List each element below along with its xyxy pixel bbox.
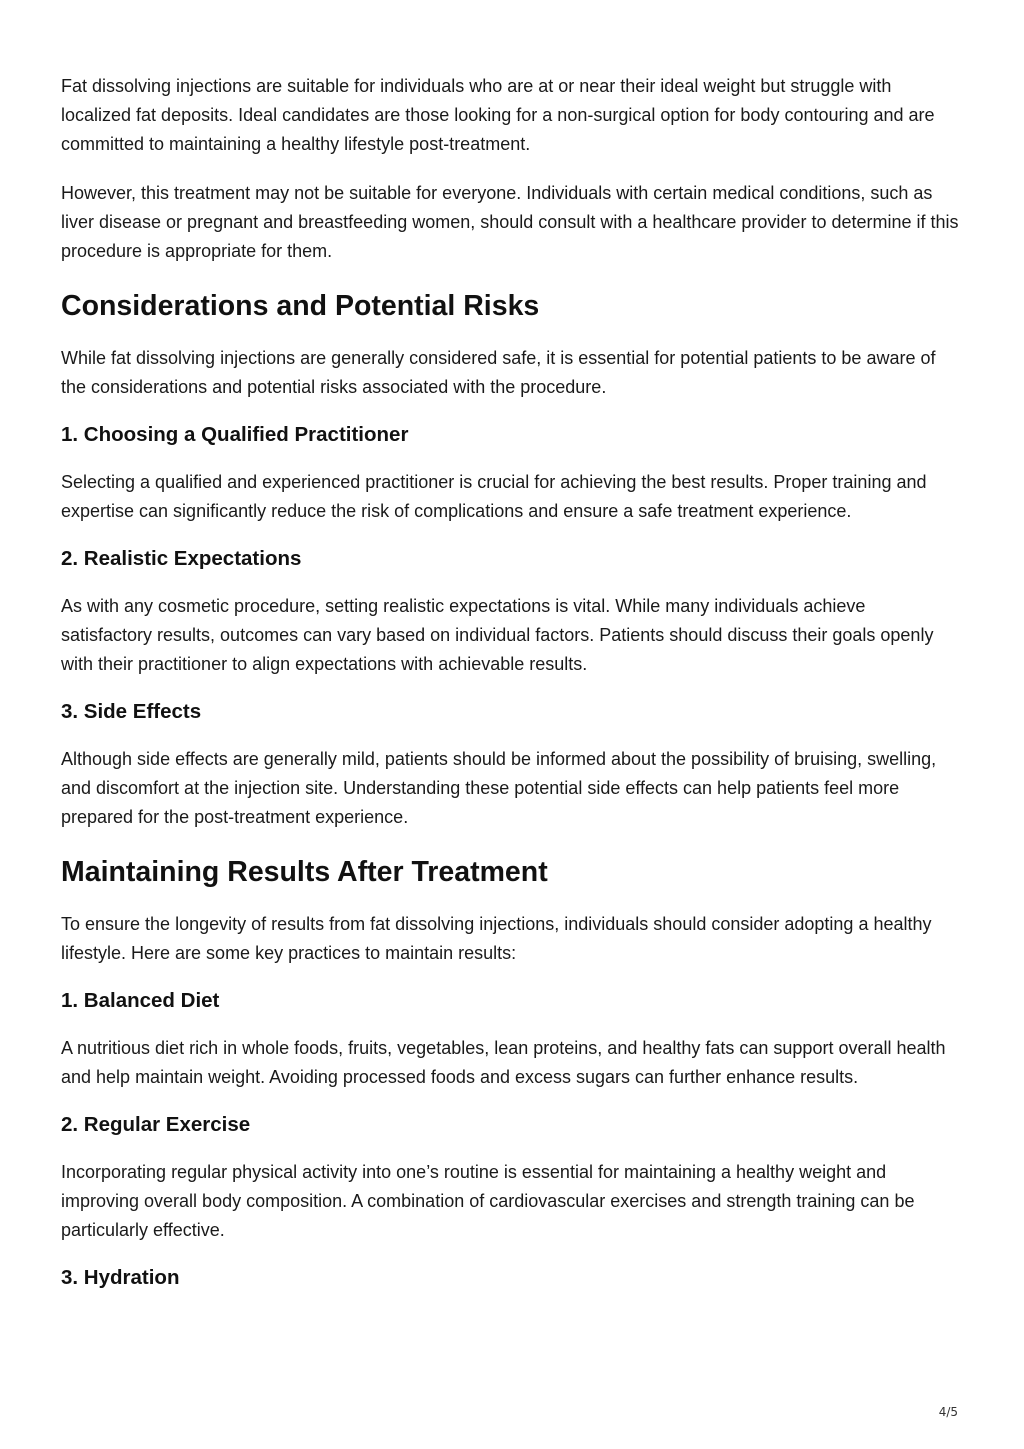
maintaining-intro: To ensure the longevity of results from fat dissolving injections, individuals should consider adopting a healthy lifestyle. Here are some key practices to maintain results: [61, 914, 932, 963]
section-heading-maintaining: Maintaining Results After Treatment [61, 856, 548, 888]
paragraph-realistic-expectations: As with any cosmetic procedure, setting realistic expectations is vital. While many individuals achieve satisfactory results, outcomes can vary based on individual factors. Patients should discuss their goals openly with their practitioner to align expectations with achievable results. [61, 596, 934, 674]
intro-paragraph-1: Fat dissolving injections are suitable for individuals who are at or near their ideal weight but struggle with localized fat deposits. Ideal candidates are those looking for a non-surgical option for body contouring and are committed to maintaining a healthy lifestyle post-treatment. [61, 76, 935, 154]
subheading-realistic-expectations: 2. Realistic Expectations [61, 547, 302, 570]
paragraph-qualified-practitioner: Selecting a qualified and experienced practitioner is crucial for achieving the best results. Proper training and expertise can significantly reduce the risk of complications and ensure a safe treatment experience. [61, 472, 927, 521]
subheading-hydration: 3. Hydration [61, 1266, 180, 1289]
intro-paragraph-2: However, this treatment may not be suitable for everyone. Individuals with certain medical conditions, such as liver disease or pregnant and breastfeeding women, should consult with a healthcare provider to determine if this procedure is appropriate for them. [61, 183, 959, 261]
subheading-regular-exercise: 2. Regular Exercise [61, 1113, 251, 1136]
page-number: 4/5 [938, 1405, 958, 1419]
paragraph-regular-exercise: Incorporating regular physical activity into one’s routine is essential for maintaining a healthy weight and improving overall body composition. A combination of cardiovascular exercises and strength training can be particularly effective. [61, 1162, 915, 1240]
paragraph-balanced-diet: A nutritious diet rich in whole foods, fruits, vegetables, lean proteins, and healthy fats can support overall health and help maintain weight. Avoiding processed foods and excess sugars can further enhance results. [61, 1038, 946, 1087]
subheading-qualified-practitioner: 1. Choosing a Qualified Practitioner [61, 423, 409, 446]
subheading-side-effects: 3. Side Effects [61, 700, 202, 723]
document-page [61, 70, 961, 1291]
considerations-intro: While fat dissolving injections are generally considered safe, it is essential for potential patients to be aware of the considerations and potential risks associated with the procedure. [61, 348, 936, 397]
subheading-balanced-diet: 1. Balanced Diet [61, 989, 220, 1012]
section-heading-considerations: Considerations and Potential Risks [61, 290, 540, 322]
paragraph-side-effects: Although side effects are generally mild, patients should be informed about the possibility of bruising, swelling, and discomfort at the injection site. Understanding these potential side effects can help patients feel more prepared for the post-treatment experience. [61, 749, 937, 827]
